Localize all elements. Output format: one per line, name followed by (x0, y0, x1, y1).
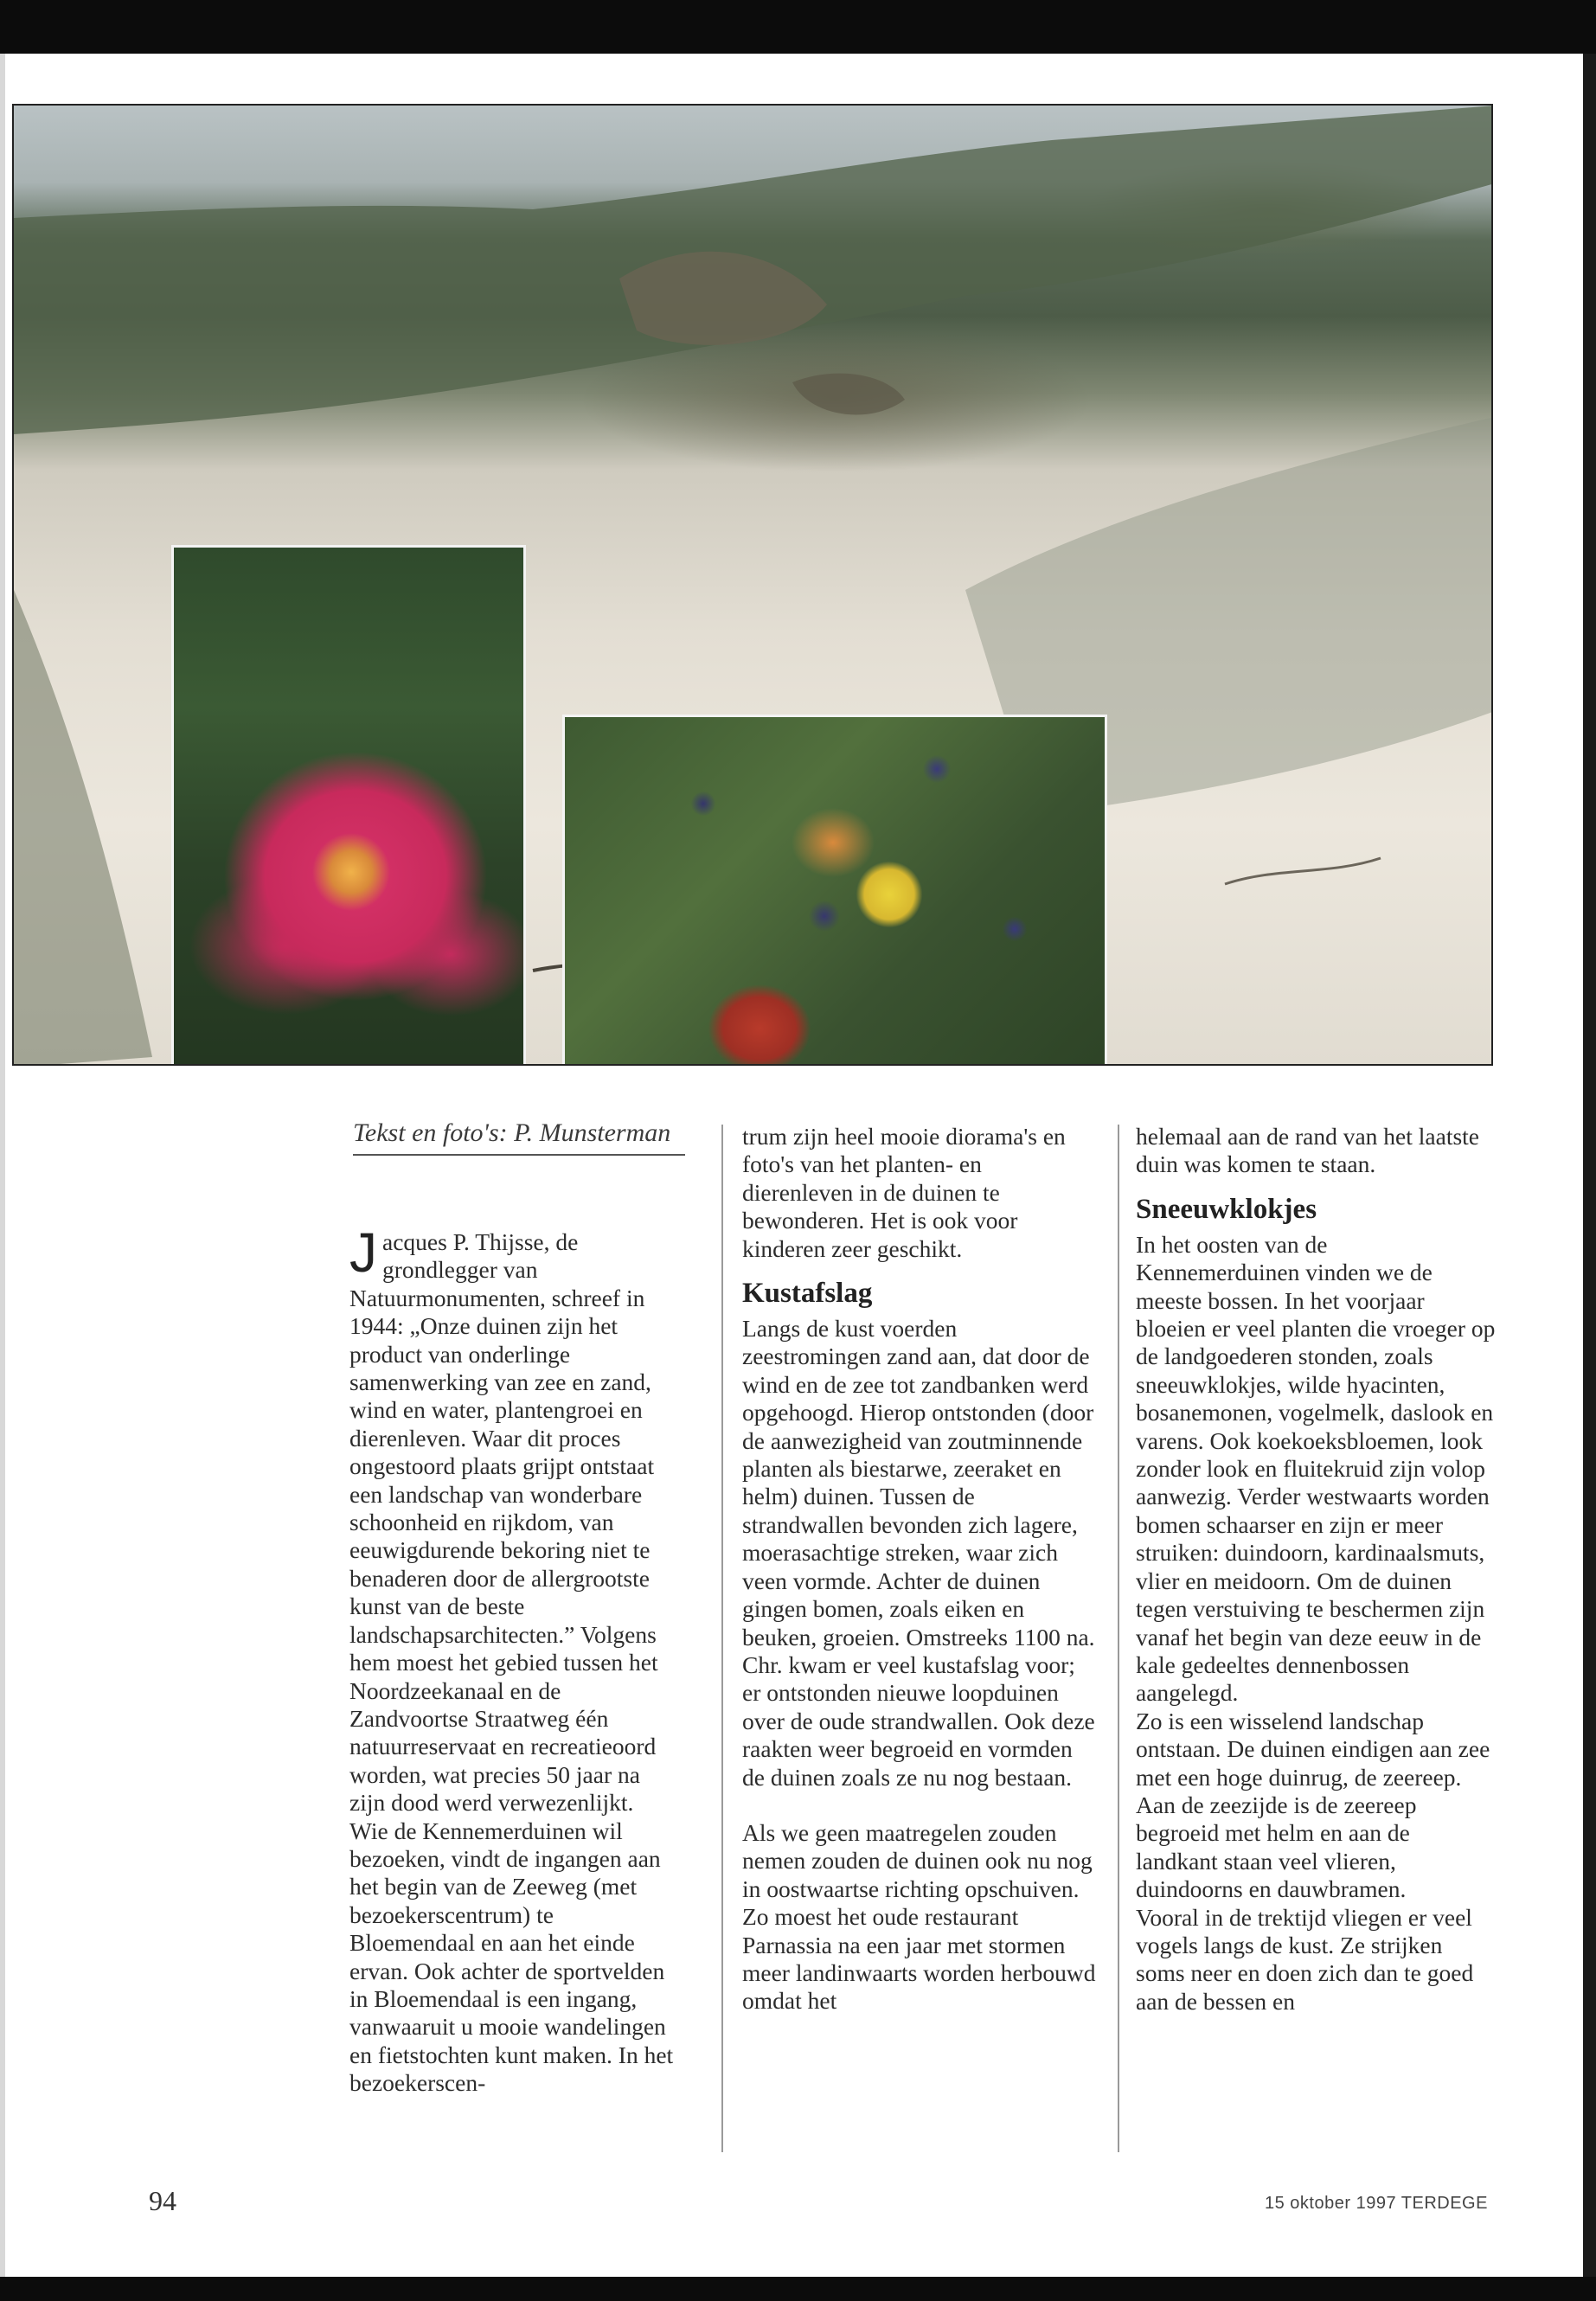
scan-border-right (1583, 54, 1596, 2277)
paragraph: helemaal aan de rand van het laatste duin was komen te staan. (1136, 1123, 1480, 1178)
column-divider (721, 1125, 723, 2152)
byline: Tekst en foto's: P. Munsterman (353, 1116, 685, 1156)
wild-rose-photo (171, 545, 526, 1066)
paragraph: Vooral in de trektijd vliegen er veel vogels langs de kust. Ze strijken soms neer en doen zich dan te goed aan de bessen en (1136, 1903, 1474, 2015)
column-divider (1118, 1125, 1119, 2152)
intro-paragraph (349, 1221, 678, 1817)
scan-border-top (0, 0, 1596, 54)
article-column-3 (1136, 1123, 1496, 2016)
article-column-2 (742, 1123, 1097, 2016)
section-heading-sneeuwklokjes: Sneeuwklokjes (1136, 1193, 1317, 1225)
paragraph-gap (742, 1791, 1097, 1819)
section-heading-kustafslag: Kustafslag (742, 1278, 873, 1310)
blackberries-leaves-photo (562, 715, 1107, 1066)
paragraph: In het oosten van de Kennemerduinen vinden we de meeste bossen. In het voorjaar bloeien er veel planten die vroeger op de landgoederen stonden, zoals sneeuwklokjes, wilde hyacinten, bosanemonen, vogelmelk, daslook en varens. Ook koekoeksbloemen, look zonder look en fluitekruid zijn volop aanwezig. Verder westwaarts worden bomen schaarser en zijn er meer struiken: duindoorn, kardinaalsmuts, vlier en meidoorn. Om de duinen tegen verstuiving te beschermen zijn vanaf het begin van deze eeuw in de kale gedeeltes dennenbossen aangelegd. (1136, 1230, 1496, 1707)
drop-cap: J (349, 1221, 377, 1284)
page-number: 94 (149, 2185, 176, 2216)
scan-border-bottom (0, 2277, 1596, 2301)
scan-border-left (0, 54, 5, 2277)
paragraph: Langs de kust voerden zeestromingen zand aan, dat door de wind en de zee tot zandbanken werd opgehoogd. Hierop ontstonden (door de aanwezigheid van zoutminnende planten als biestarwe, zeeraket en helm) duinen. Tussen de strandwallen bevonden zich lagere, moerasachtige streken, waar zich veen vormde. Achter de duinen gingen bomen, zoals eiken en beuken, groeien. Omstreeks 1100 na. Chr. kwam er veel kustafslag voor; er ontstonden nieuwe loopduinen over de oude strandwallen. Ook deze raakten weer begroeid en vormden de duinen zoals ze nu nog bestaan. (742, 1315, 1095, 1791)
paragraph: Zo is een wisselend landschap ontstaan. De duinen eindigen aan zee met een hoge duinrug, de zeereep. Aan de zeezijde is de zeereep begroeid met helm en aan de landkant staan veel vlieren, duindoorns en dauwbramen. (1136, 1707, 1490, 1903)
dune-landscape-photo (12, 104, 1493, 1066)
article-column-1 (349, 1221, 678, 2098)
visit-paragraph: Wie de Kennemerduinen wil bezoeken, vindt de ingangen aan het begin van de Zeeweg (met bezoekerscentrum) te Bloemendaal en aan het einde ervan. Ook achter de sportvelden in Bloemendaal is een ingang, vanwaaruit u mooie wandelingen en fietstochten kunt maken. In het bezoekerscen- (349, 1817, 674, 2097)
publication-footer: 15 oktober 1997 TERDEGE (1265, 2194, 1488, 2213)
paragraph: Als we geen maatregelen zouden nemen zouden de duinen ook nu nog in oostwaartse richting opschuiven. Zo moest het oude restaurant Parnassia na een jaar met stormen meer landinwaarts worden herbouwd omdat het (742, 1818, 1096, 2015)
paragraph: trum zijn heel mooie diorama's en foto's van het planten- en dierenleven in de duinen te bewonderen. Het is ook voor kinderen zeer geschikt. (742, 1123, 1066, 1262)
intro-text: acques P. Thijsse, de grondlegger van Natuurmonumenten, schreef in 1944: „Onze duinen zijn het product van onderlinge samenwerking van zee en zand, wind en water, plantengroei en dierenleven. Waar dit proces ongestoord plaats grijpt ontstaat een landschap van wonderbare schoonheid en rijkdom, van eeuwigdurende bekoring niet te benaderen door de allergrootste kunst van de beste landschapsarchitecten.” Volgens hem moest het gebied tussen het Noordzeekanaal en de Zandvoortse Straatweg één natuurreservaat en recreatieoord worden, wat precies 50 jaar na zijn dood werd verwezenlijkt. (349, 1228, 658, 1817)
